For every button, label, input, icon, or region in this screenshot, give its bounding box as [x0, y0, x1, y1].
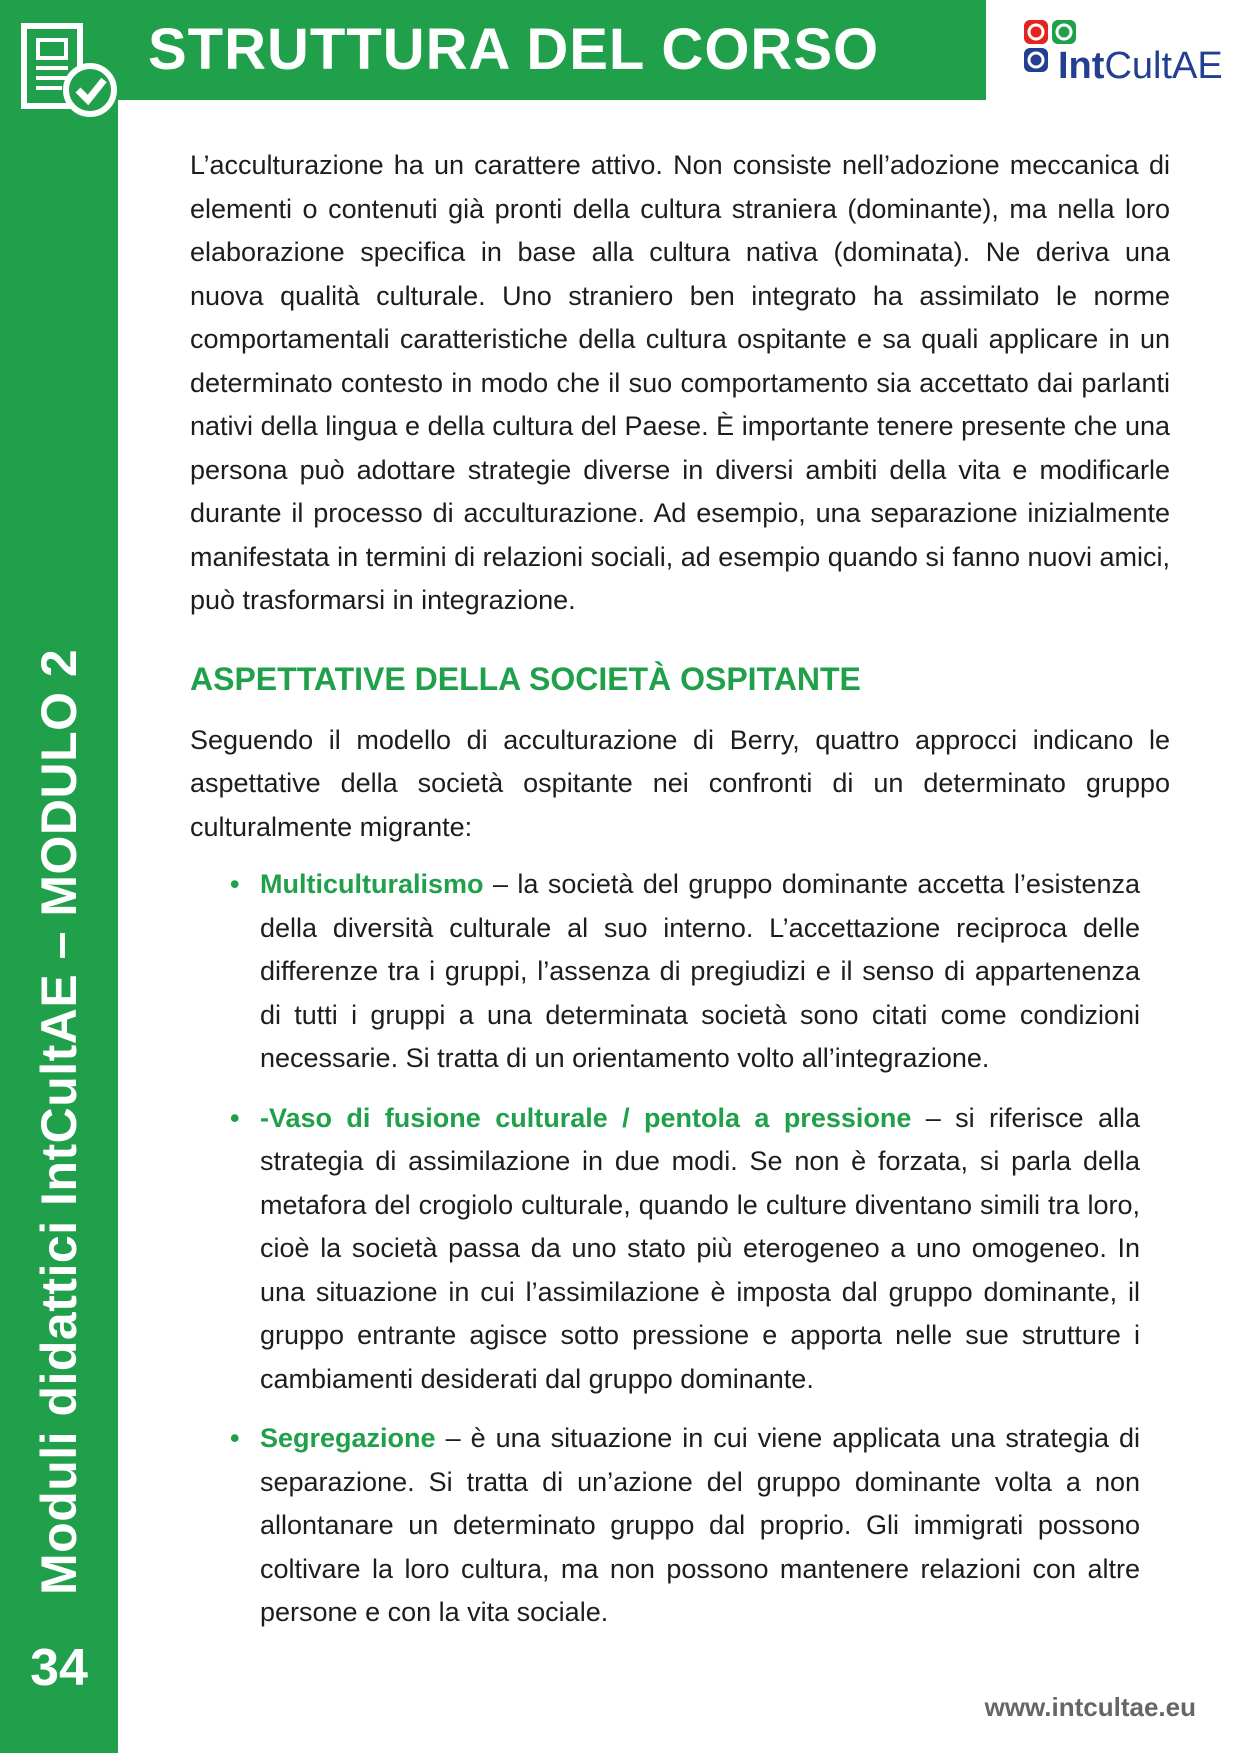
- list-item-term: -Vaso di fusione culturale / pentola a pressione: [260, 1102, 912, 1133]
- list-item-term: Segregazione: [260, 1423, 436, 1453]
- vertical-module-title: Moduli didattici IntCultAE – MODULO 2: [31, 648, 87, 1595]
- header-band: [118, 0, 986, 100]
- bullet-icon: •: [230, 869, 240, 899]
- website-link[interactable]: www.intcultae.eu: [984, 1692, 1196, 1722]
- page-title: STRUTTURA DEL CORSO: [148, 17, 880, 82]
- document-checkmark-icon: [18, 20, 122, 120]
- list-item: [190, 863, 1170, 1081]
- logo-text-bold: Int: [1058, 45, 1105, 87]
- section-heading: ASPETTATIVE DELLA SOCIETÀ OSPITANTE: [190, 660, 861, 697]
- intro-paragraph: Seguendo il modello di acculturazione di Berry, quattro approcci indicano le aspettative della società ospitante nei confronti di un determinato gruppo culturalmente migrante:: [190, 724, 1170, 842]
- intcultae-logo: [1022, 18, 1228, 88]
- list-item-text: – si riferisce alla strategia di assimilazione in due modi. Se non è forzata, si parla della metafora del crogiolo culturale, quando le culture diventano simili tra loro, cioè la società passa da uno stato più eterogeneo a uno omogeneo. In una situazione in cui l’assimilazione è imposta dal gruppo dominante, il gruppo entrante agisce sotto pressione e apporta nelle sue strutture i cambiamenti desiderati dal gruppo dominante.: [260, 1102, 1140, 1394]
- sidebar: [0, 0, 118, 1753]
- approaches-list: [190, 863, 1170, 1635]
- body-paragraph: L’acculturazione ha un carattere attivo. Non consiste nell’adozione meccanica di elementi o contenuti già pronti della cultura straniera (dominante), ma nella loro elaborazione specifica in base alla cultura nativa (dominata). Ne deriva una nuova qualità culturale. Uno straniero ben integrato ha assimilato le norme comportamentali caratteristiche della cultura ospitante e sa quali applicare in un determinato contesto in modo che il suo comportamento sia accettato dai parlanti nativi della lingua e della cultura del Paese. È importante tenere presente che una persona può adottare strategie diverse in diversi ambiti della vita e modificarle durante il processo di acculturazione. Ad esempio, una separazione inizialmente manifestata in termini di relazioni sociali, ad esempio quando si fanno nuovi amici, può trasformarsi in integrazione.: [190, 150, 1171, 615]
- list-item: [190, 1417, 1170, 1635]
- bullet-icon: •: [230, 1102, 240, 1133]
- logo-text: [1058, 44, 1223, 88]
- page-number: 34: [30, 1639, 88, 1697]
- list-item-text: – è una situazione in cui viene applicata una strategia di separazione. Si tratta di un’azione del gruppo dominante volta a non allontanare un determinato gruppo dal proprio. Gli immigrati possono coltivare la loro cultura, ma non possono mantenere relazioni con altre persone e con la vita sociale.: [260, 1423, 1140, 1627]
- logo-text-rest: CultAE: [1104, 45, 1223, 87]
- list-item-term: Multiculturalismo: [260, 869, 484, 899]
- main-content: [190, 144, 1170, 1651]
- list-item: [190, 1097, 1170, 1402]
- bullet-icon: •: [230, 1423, 240, 1453]
- list-item-text: – la società del gruppo dominante accetta l’esistenza della diversità culturale al suo interno. L’accettazione reciproca delle differenze tra i gruppi, l’assenza di pregiudizi e il senso di appartenenza di tutti i gruppi a una determinata società sono citati come condizioni necessarie. Si tratta di un orientamento volto all’integrazione.: [260, 869, 1140, 1073]
